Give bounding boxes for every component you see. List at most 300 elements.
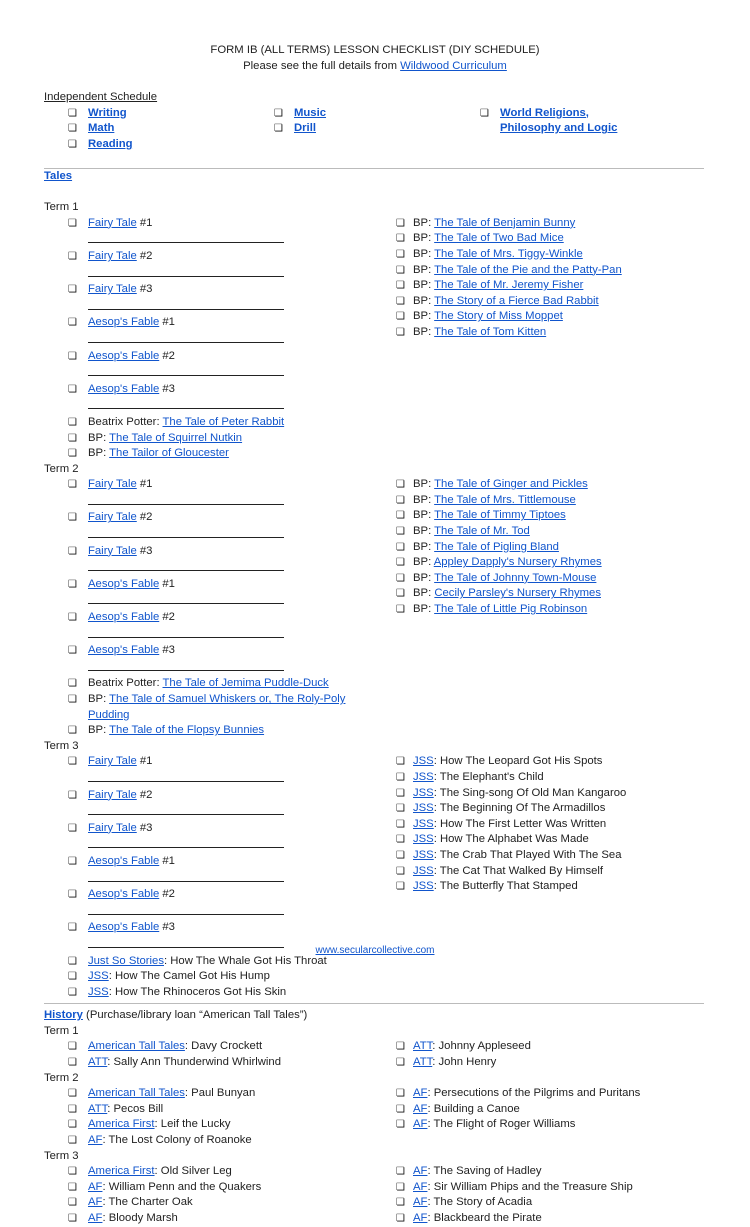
- checkbox-icon[interactable]: ❏: [68, 107, 77, 119]
- item-link[interactable]: Fairy Tale: [88, 544, 137, 557]
- item-link[interactable]: The Tale of Squirrel Nutkin: [109, 431, 243, 444]
- item-suffix: #1: [136, 216, 153, 229]
- checklist-item: [44, 1133, 350, 1149]
- item-suffix: #1: [136, 478, 153, 491]
- item-prefix: BP:: [413, 509, 435, 522]
- item-link[interactable]: The Tale of Mr. Jeremy Fisher: [434, 279, 584, 292]
- term-label: Term 3: [44, 1149, 79, 1162]
- item-link[interactable]: Fairy Tale: [88, 788, 137, 801]
- item-suffix: : John Henry: [432, 1056, 497, 1069]
- item-link[interactable]: AF: [413, 1118, 428, 1131]
- checkbox-icon[interactable]: ❏: [68, 479, 77, 491]
- checkbox-icon[interactable]: ❏: [68, 383, 77, 395]
- checkbox-icon[interactable]: ❏: [396, 311, 405, 323]
- checkbox-icon[interactable]: ❏: [396, 526, 405, 538]
- term-items: [44, 216, 704, 462]
- term-block: [44, 1071, 704, 1149]
- checklist-item: [44, 382, 350, 415]
- item-link[interactable]: Aesop's Fable: [88, 644, 160, 657]
- checklist-item: [44, 1117, 350, 1133]
- item-link[interactable]: American Tall Tales: [88, 1087, 185, 1100]
- checklist-item: [44, 282, 350, 315]
- checkbox-icon[interactable]: ❏: [396, 248, 405, 260]
- checklist-item: [396, 848, 696, 864]
- term-block: [44, 739, 704, 1001]
- checkbox-icon[interactable]: ❏: [68, 284, 77, 296]
- item-suffix: #3: [159, 644, 175, 657]
- blank-line[interactable]: [88, 870, 284, 882]
- item-suffix: : Building a Canoe: [427, 1102, 520, 1115]
- left-column: [44, 1086, 396, 1148]
- item-prefix: BP:: [413, 232, 435, 245]
- item-link[interactable]: JSS: [413, 786, 434, 799]
- checkbox-icon[interactable]: ❏: [68, 955, 77, 967]
- item-link[interactable]: Fairy Tale: [88, 755, 137, 768]
- blank-line[interactable]: [88, 364, 284, 376]
- item-link[interactable]: The Tailor of Gloucester: [109, 447, 229, 460]
- checkbox-icon[interactable]: ❏: [68, 416, 77, 428]
- term-label: Term 1: [44, 201, 79, 214]
- checkbox-icon[interactable]: ❏: [396, 557, 405, 569]
- independent-link[interactable]: Music: [294, 106, 327, 119]
- checklist-item: [396, 493, 696, 509]
- checkbox-icon[interactable]: ❏: [68, 1213, 77, 1224]
- item-prefix: BP:: [413, 525, 435, 538]
- blank-line[interactable]: [88, 331, 284, 343]
- checkbox-icon[interactable]: ❏: [396, 787, 405, 799]
- item-link[interactable]: Aesop's Fable: [88, 382, 160, 395]
- item-link[interactable]: JSS: [413, 880, 434, 893]
- item-link[interactable]: Just So Stories: [88, 954, 164, 967]
- item-suffix: : Sally Ann Thunderwind Whirlwind: [107, 1056, 281, 1069]
- checkbox-icon[interactable]: ❏: [68, 138, 77, 150]
- checkbox-icon[interactable]: ❏: [68, 645, 77, 657]
- item-link[interactable]: The Tale of Benjamin Bunny: [434, 216, 576, 229]
- blank-line[interactable]: [88, 559, 284, 571]
- item-suffix: : The Lost Colony of Roanoke: [102, 1134, 252, 1147]
- checklist-item: [396, 309, 696, 325]
- checkbox-icon[interactable]: ❏: [396, 881, 405, 893]
- item-link[interactable]: AF: [413, 1165, 428, 1178]
- blank-line[interactable]: [88, 493, 284, 505]
- term-block: [44, 1024, 704, 1071]
- checklist-item: [396, 1164, 696, 1180]
- term-block: [44, 200, 704, 462]
- checklist-item: [44, 1055, 350, 1071]
- item-link[interactable]: JSS: [413, 817, 434, 830]
- item-link[interactable]: The Tale of the Flopsy Bunnies: [109, 724, 265, 737]
- right-column: [396, 477, 696, 739]
- tales-section: [44, 169, 704, 1000]
- checkbox-icon[interactable]: ❏: [68, 250, 77, 262]
- item-suffix: : The Charter Oak: [102, 1196, 193, 1209]
- term-label: Term 1: [44, 1024, 79, 1037]
- item-suffix: : The Saving of Hadley: [427, 1165, 542, 1178]
- item-suffix: : Leif the Lucky: [154, 1118, 231, 1131]
- checkbox-icon[interactable]: ❏: [68, 1181, 77, 1193]
- independent-link[interactable]: Reading: [88, 137, 133, 150]
- right-column: [396, 1039, 696, 1070]
- checklist-item: [396, 786, 696, 802]
- checkbox-icon[interactable]: ❏: [68, 822, 77, 834]
- item-link[interactable]: AF: [88, 1180, 103, 1193]
- independent-link[interactable]: Drill: [294, 122, 316, 135]
- footer-link[interactable]: www.secularcollective.com: [315, 945, 435, 956]
- blank-line[interactable]: [88, 803, 284, 815]
- checkbox-icon[interactable]: ❏: [396, 1103, 405, 1115]
- item-link[interactable]: Aesop's Fable: [88, 577, 160, 590]
- independent-item: [44, 121, 250, 137]
- footer: [0, 943, 750, 959]
- checkbox-icon[interactable]: ❏: [68, 1088, 77, 1100]
- item-link[interactable]: Fairy Tale: [88, 216, 137, 229]
- item-suffix: : Davy Crockett: [184, 1040, 263, 1053]
- item-suffix: #3: [159, 921, 175, 934]
- checklist-item: [44, 544, 350, 577]
- checkbox-icon[interactable]: ❏: [68, 1041, 77, 1053]
- checklist-item: [44, 643, 350, 676]
- checkbox-icon[interactable]: ❏: [396, 1213, 405, 1224]
- item-link[interactable]: AF: [413, 1102, 428, 1115]
- item-link[interactable]: Fairy Tale: [88, 283, 137, 296]
- item-prefix: BP:: [413, 310, 435, 323]
- independent-item: [456, 106, 662, 137]
- checkbox-icon[interactable]: ❏: [396, 834, 405, 846]
- history-note: (Purchase/library loan “American Tall Tales”): [82, 1009, 308, 1022]
- checkbox-icon[interactable]: ❏: [396, 510, 405, 522]
- checklist-item: [44, 1164, 350, 1180]
- checklist-item: [396, 586, 696, 602]
- checkbox-icon[interactable]: ❏: [68, 123, 77, 135]
- item-link[interactable]: The Tale of Johnny Town-Mouse: [434, 571, 597, 584]
- item-prefix: BP:: [413, 294, 435, 307]
- checklist-item: [396, 278, 696, 294]
- item-suffix: : The Beginning Of The Armadillos: [433, 802, 606, 815]
- term-items: [44, 1039, 704, 1070]
- item-suffix: #2: [136, 511, 153, 524]
- wildwood-curriculum-link[interactable]: Wildwood Curriculum: [400, 59, 507, 72]
- item-suffix: : How The First Letter Was Written: [433, 817, 607, 830]
- independent-link[interactable]: World Religions, Philosophy and Logic: [500, 106, 618, 135]
- checklist-item: [396, 801, 696, 817]
- blank-line[interactable]: [88, 770, 284, 782]
- checklist-item: [44, 723, 350, 739]
- blank-line[interactable]: [88, 298, 284, 310]
- item-link[interactable]: American Tall Tales: [88, 1040, 185, 1053]
- checkbox-icon[interactable]: ❏: [396, 233, 405, 245]
- left-column: [44, 1164, 396, 1226]
- item-link[interactable]: Cecily Parsley's Nursery Rhymes: [434, 587, 601, 600]
- checkbox-icon[interactable]: ❏: [396, 849, 405, 861]
- checkbox-icon[interactable]: ❏: [68, 545, 77, 557]
- checkbox-icon[interactable]: ❏: [396, 756, 405, 768]
- checklist-item: [396, 832, 696, 848]
- item-prefix: BP:: [413, 263, 435, 276]
- item-link[interactable]: AF: [413, 1180, 428, 1193]
- checkbox-icon[interactable]: ❏: [68, 448, 77, 460]
- checklist-item: [44, 854, 350, 887]
- independent-link[interactable]: Math: [88, 122, 115, 135]
- item-suffix: : Persecutions of the Pilgrims and Puritans: [427, 1087, 641, 1100]
- item-link[interactable]: AF: [88, 1212, 103, 1224]
- checkbox-icon[interactable]: ❏: [68, 971, 77, 983]
- item-prefix: BP:: [413, 587, 435, 600]
- item-suffix: : The Elephant's Child: [433, 770, 544, 783]
- checklist-item: [44, 788, 350, 821]
- item-link[interactable]: The Tale of Mr. Tod: [434, 525, 530, 538]
- checkbox-icon[interactable]: ❏: [396, 1041, 405, 1053]
- item-suffix: : The Story of Acadia: [427, 1196, 533, 1209]
- right-column: [396, 1086, 696, 1148]
- checklist-item: [396, 770, 696, 786]
- checklist-item: [396, 571, 696, 587]
- checklist-item: [44, 610, 350, 643]
- blank-line[interactable]: [88, 397, 284, 409]
- history-heading-link[interactable]: History: [44, 1009, 83, 1022]
- item-suffix: : Sir William Phips and the Treasure Ship: [427, 1180, 633, 1193]
- independent-column: [456, 106, 662, 153]
- item-link[interactable]: ATT: [88, 1056, 108, 1069]
- checklist-item: [396, 602, 696, 618]
- checkbox-icon[interactable]: ❏: [68, 1197, 77, 1209]
- checkbox-icon[interactable]: ❏: [480, 107, 489, 119]
- checkbox-icon[interactable]: ❏: [68, 1103, 77, 1115]
- checklist-item: [396, 524, 696, 540]
- item-link[interactable]: Fairy Tale: [88, 511, 137, 524]
- checkbox-icon[interactable]: ❏: [68, 694, 77, 705]
- checkbox-icon[interactable]: ❏: [68, 1166, 77, 1178]
- checkbox-icon[interactable]: ❏: [68, 217, 77, 229]
- blank-line[interactable]: [88, 526, 284, 538]
- checklist-item: [44, 754, 350, 787]
- item-link[interactable]: AF: [88, 1196, 103, 1209]
- checkbox-icon[interactable]: ❏: [396, 326, 405, 338]
- checklist-item: [396, 508, 696, 524]
- item-link[interactable]: The Tale of the Pie and the Patty-Pan: [434, 263, 622, 276]
- item-suffix: : Pecos Bill: [107, 1102, 164, 1115]
- item-suffix: #2: [159, 611, 175, 624]
- checklist-item: [396, 555, 696, 571]
- item-link[interactable]: The Tale of Mrs. Tiggy-Winkle: [434, 247, 583, 260]
- item-link[interactable]: AF: [88, 1134, 103, 1147]
- checkbox-icon[interactable]: ❏: [396, 818, 405, 830]
- checklist-item: [396, 1055, 696, 1071]
- checklist-item: [44, 676, 350, 692]
- independent-schedule-heading: Independent Schedule: [44, 91, 158, 103]
- term-items: [44, 477, 704, 739]
- item-link[interactable]: JSS: [413, 864, 434, 877]
- item-prefix: BP:: [413, 540, 435, 553]
- checkbox-icon[interactable]: ❏: [396, 1166, 405, 1178]
- item-link[interactable]: Fairy Tale: [88, 478, 137, 491]
- item-link[interactable]: Appley Dapply's Nursery Rhymes: [433, 556, 602, 569]
- item-prefix: BP:: [413, 556, 434, 569]
- item-link[interactable]: JSS: [413, 755, 434, 768]
- item-suffix: #2: [136, 249, 153, 262]
- item-prefix: Beatrix Potter:: [88, 415, 163, 428]
- blank-line[interactable]: [88, 659, 284, 671]
- item-link[interactable]: The Tale of Jemima Puddle-Duck: [162, 677, 329, 690]
- item-suffix: #2: [136, 788, 153, 801]
- item-link[interactable]: ATT: [413, 1056, 433, 1069]
- checkbox-icon[interactable]: ❏: [396, 1181, 405, 1193]
- checklist-item: [396, 754, 696, 770]
- checkbox-icon[interactable]: ❏: [68, 1057, 77, 1069]
- blank-line[interactable]: [88, 836, 284, 848]
- checklist-item: [44, 1180, 350, 1196]
- blank-line[interactable]: [88, 592, 284, 604]
- checkbox-icon[interactable]: ❏: [396, 494, 405, 506]
- term-items: [44, 754, 704, 1000]
- item-link[interactable]: Aesop's Fable: [88, 349, 160, 362]
- item-link[interactable]: The Tale of Mrs. Tittlemouse: [434, 493, 576, 506]
- checkbox-icon[interactable]: ❏: [68, 317, 77, 329]
- item-link[interactable]: Aesop's Fable: [88, 611, 160, 624]
- item-link[interactable]: JSS: [88, 985, 109, 998]
- checkbox-icon[interactable]: ❏: [68, 578, 77, 590]
- checkbox-icon[interactable]: ❏: [396, 771, 405, 783]
- item-link[interactable]: The Tale of Timmy Tiptoes: [434, 509, 566, 522]
- item-link[interactable]: America First: [88, 1165, 155, 1178]
- item-link[interactable]: JSS: [413, 848, 434, 861]
- checkbox-icon[interactable]: ❏: [68, 432, 77, 444]
- left-column: [44, 216, 396, 462]
- item-suffix: : Blackbeard the Pirate: [427, 1212, 542, 1224]
- item-link[interactable]: AF: [413, 1196, 428, 1209]
- checkbox-icon[interactable]: ❏: [68, 756, 77, 768]
- checkbox-icon[interactable]: ❏: [396, 865, 405, 877]
- item-link[interactable]: Aesop's Fable: [88, 854, 160, 867]
- item-link[interactable]: The Tale of Samuel Whiskers or, The Roly-Poly Pudding: [88, 693, 346, 721]
- checkbox-icon[interactable]: ❏: [68, 1135, 77, 1147]
- checkbox-icon[interactable]: ❏: [68, 725, 77, 737]
- term-items: [44, 1164, 704, 1226]
- blank-line[interactable]: [88, 626, 284, 638]
- checklist-item: [44, 431, 350, 447]
- item-suffix: #1: [136, 755, 153, 768]
- checkbox-icon[interactable]: ❏: [68, 789, 77, 801]
- item-link[interactable]: Aesop's Fable: [88, 921, 160, 934]
- item-link[interactable]: Aesop's Fable: [88, 888, 160, 901]
- checklist-item: [44, 887, 350, 920]
- item-suffix: : The Flight of Roger Williams: [427, 1118, 576, 1131]
- checkbox-icon[interactable]: ❏: [68, 889, 77, 901]
- independent-item: [250, 106, 456, 122]
- item-link[interactable]: The Tale of Ginger and Pickles: [434, 478, 588, 491]
- item-link[interactable]: JSS: [413, 770, 434, 783]
- item-link[interactable]: JSS: [413, 833, 434, 846]
- checkbox-icon[interactable]: ❏: [396, 280, 405, 292]
- checkbox-icon[interactable]: ❏: [68, 855, 77, 867]
- item-link[interactable]: Aesop's Fable: [88, 316, 160, 329]
- item-prefix: BP:: [88, 447, 110, 460]
- checkbox-icon[interactable]: ❏: [396, 604, 405, 616]
- left-column: [44, 477, 396, 739]
- checkbox-icon[interactable]: ❏: [396, 803, 405, 815]
- checkbox-icon[interactable]: ❏: [396, 295, 405, 307]
- item-link[interactable]: ATT: [88, 1102, 108, 1115]
- checkbox-icon[interactable]: ❏: [68, 922, 77, 934]
- item-suffix: #3: [159, 382, 175, 395]
- item-link[interactable]: Fairy Tale: [88, 821, 137, 834]
- item-link[interactable]: The Tale of Tom Kitten: [434, 325, 547, 338]
- item-suffix: : Old Silver Leg: [154, 1165, 232, 1178]
- checklist-item: [44, 577, 350, 610]
- independent-columns: [44, 106, 704, 153]
- item-link[interactable]: America First: [88, 1118, 155, 1131]
- checklist-item: [44, 477, 350, 510]
- independent-item: [44, 137, 250, 153]
- checkbox-icon[interactable]: ❏: [396, 1197, 405, 1209]
- item-link[interactable]: The Tale of Two Bad Mice: [434, 232, 564, 245]
- independent-link[interactable]: Writing: [88, 106, 127, 119]
- blank-line[interactable]: [88, 231, 284, 243]
- checkbox-icon[interactable]: ❏: [396, 1057, 405, 1069]
- item-link[interactable]: Fairy Tale: [88, 249, 137, 262]
- checklist-item: [396, 1086, 696, 1102]
- item-link[interactable]: AF: [413, 1087, 428, 1100]
- item-prefix: BP:: [413, 478, 435, 491]
- item-link[interactable]: JSS: [88, 970, 109, 983]
- item-prefix: Beatrix Potter:: [88, 677, 163, 690]
- checklist-item: [396, 864, 696, 880]
- checklist-item: [396, 325, 696, 341]
- checklist-item: [396, 1180, 696, 1196]
- checklist-item: [396, 1211, 696, 1227]
- checklist-item: [44, 985, 350, 1001]
- checkbox-icon[interactable]: ❏: [396, 479, 405, 491]
- checklist-item: [44, 249, 350, 282]
- blank-line[interactable]: [88, 903, 284, 915]
- checkbox-icon[interactable]: ❏: [396, 541, 405, 553]
- checklist-item: [396, 879, 696, 895]
- checkbox-icon[interactable]: ❏: [68, 350, 77, 362]
- checklist-item: [44, 216, 350, 249]
- checkbox-icon[interactable]: ❏: [68, 678, 77, 690]
- item-link[interactable]: ATT: [413, 1040, 433, 1053]
- item-link[interactable]: The Tale of Little Pig Robinson: [434, 603, 588, 616]
- checklist-item: [396, 1102, 696, 1118]
- term-label: Term 2: [44, 462, 79, 475]
- checkbox-icon[interactable]: ❏: [274, 123, 283, 135]
- item-prefix: BP:: [413, 216, 435, 229]
- checkbox-icon[interactable]: ❏: [396, 264, 405, 276]
- checkbox-icon[interactable]: ❏: [396, 588, 405, 600]
- item-link[interactable]: The Tale of Pigling Bland: [434, 540, 559, 553]
- checkbox-icon[interactable]: ❏: [68, 612, 77, 624]
- tales-heading-link[interactable]: Tales: [44, 170, 73, 182]
- item-link[interactable]: JSS: [413, 802, 434, 815]
- checkbox-icon[interactable]: ❏: [396, 1119, 405, 1131]
- checkbox-icon[interactable]: ❏: [396, 217, 405, 229]
- checklist-item: [396, 1195, 696, 1211]
- checkbox-icon[interactable]: ❏: [68, 1119, 77, 1131]
- item-link[interactable]: The Story of Miss Moppet: [434, 310, 563, 323]
- checkbox-icon[interactable]: ❏: [68, 986, 77, 998]
- item-suffix: : How The Alphabet Was Made: [433, 833, 589, 846]
- item-link[interactable]: The Tale of Peter Rabbit: [162, 415, 285, 428]
- checkbox-icon[interactable]: ❏: [396, 572, 405, 584]
- item-link[interactable]: AF: [413, 1212, 428, 1224]
- checklist-item: [396, 817, 696, 833]
- blank-line[interactable]: [88, 265, 284, 277]
- page-title: FORM IB (ALL TERMS) LESSON CHECKLIST (DIY SCHEDULE): [210, 44, 540, 56]
- checkbox-icon[interactable]: ❏: [274, 107, 283, 119]
- item-link[interactable]: The Story of a Fierce Bad Rabbit: [434, 294, 599, 307]
- checkbox-icon[interactable]: ❏: [396, 1088, 405, 1100]
- checkbox-icon[interactable]: ❏: [68, 512, 77, 524]
- item-prefix: BP:: [413, 325, 435, 338]
